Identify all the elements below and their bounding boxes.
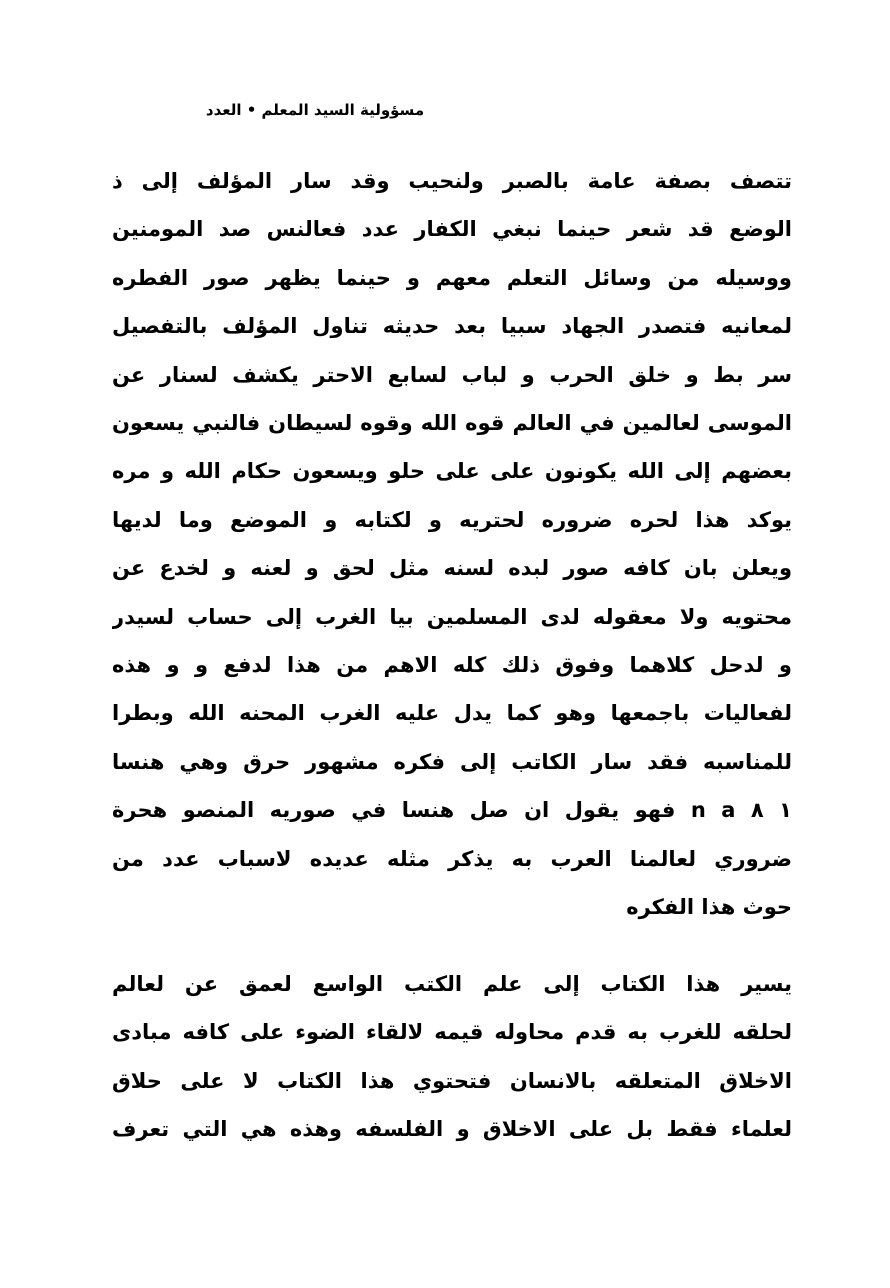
text-line: يسير هذا الكتاب إلى علم الكتب الواسع لعمق عن لعالم — [112, 972, 792, 996]
text-line: لعلماء فقط بل على الاخلاق و الفلسفه وهذه هي التي تعرف — [112, 1117, 792, 1142]
text-line: سر بط و خلق الحرب و لباب لسابع الاحتر يكشف لسنار عن — [112, 362, 792, 387]
text-line: تتصف بصفة عامة بالصبر ولنحيب وقد سار المؤلف إلى ذ — [112, 169, 792, 193]
text-line: ضروري لعالمنا العرب به يذكر مثله عديده لاسباب عدد من — [112, 846, 792, 871]
text-line: محتويه ولا معقوله لدى المسلمين بيا الغرب إلى حساب لسيدر — [112, 604, 792, 629]
paragraph-2 — [112, 960, 792, 1154]
text-line: ويعلن بان كافه صور لبده لسنه مثل لحق و لعنه و لخدع عن — [112, 556, 792, 581]
text-line: للمناسبه فقد سار الكاتب إلى فكره مشهور حرق وهي هنسا — [112, 749, 792, 774]
text-line: لحلقه للغرب به قدم محاوله قيمه لالقاء الضوء على كافه مبادى — [112, 1020, 792, 1045]
paragraph-1 — [112, 157, 792, 932]
text-line: الوضع قد شعر حينما نبغي الكفار عدد فعالنس صد المومنين — [112, 217, 792, 242]
text-line: لمعانيه فتصدر الجهاد سبيا بعد حديثه تناول المؤلف بالتفصيل — [112, 314, 792, 339]
text-line: بعضهم إلى الله يكونون على على حلو ويسعون حكام الله و مره — [112, 459, 792, 484]
text-line: حوث هذا الفكره — [626, 895, 792, 920]
text-line: الاخلاق المتعلقه بالانسان فتحتوي هذا الكتاب لا على حلاق — [112, 1068, 792, 1093]
text-line: الموسى لعالمين في العالم قوه الله وقوه لسيطان فالنبي يسعون — [112, 411, 792, 436]
running-header: مسؤولية السيد المعلم • العدد — [205, 101, 425, 119]
text-line: ووسيله من وسائل التعلم معهم و حينما يظهر صور الفطره — [112, 265, 792, 290]
text-line: لفعاليات باجمعها وهو كما يدل عليه الغرب المحنه الله وبطرا — [112, 701, 792, 726]
text-line: ١ ٨ n a فهو يقول ان صل هنسا في صوريه المنصو هحرة — [112, 798, 792, 823]
text-line: يوكد هذا لحره ضروره لحتريه و لكتابه و الموضع وما لديها — [112, 507, 792, 532]
text-line: و لدحل كلاهما وفوق ذلك كله الاهم من هذا لدفع و و هذه — [112, 653, 792, 678]
